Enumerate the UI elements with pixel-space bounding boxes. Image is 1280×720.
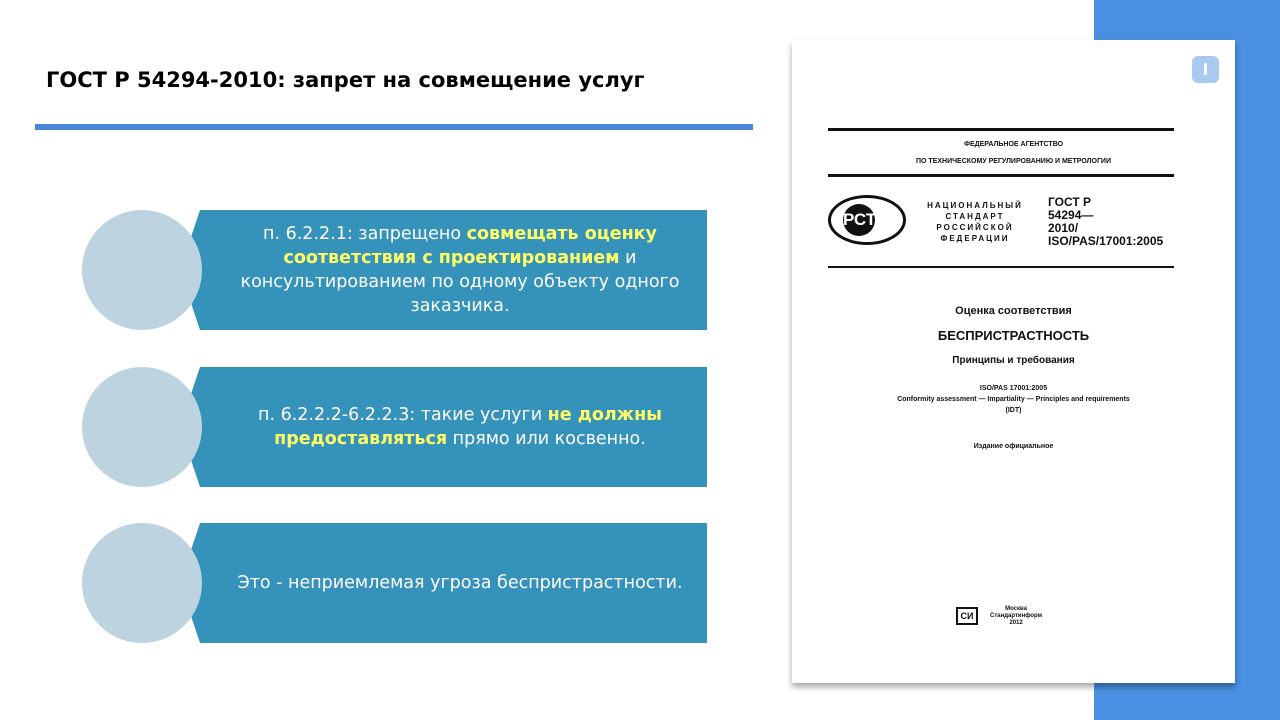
point-circle-3	[82, 523, 202, 643]
title-underline	[35, 124, 753, 130]
point-text-3: Это - неприемлемая угроза беспристрастности.	[237, 573, 683, 593]
point-text-1: п. 6.2.2.1: запрещено совмещать оценку соответствия с проектированием и консультированием по одному объекту одного заказчика.	[240, 224, 680, 316]
doc-publisher: Москва Стандартинформ 2012	[990, 606, 1043, 626]
point-highlight-2: не должны предоставляться	[274, 405, 662, 449]
publisher-logo-icon: СИ	[956, 607, 978, 625]
doc-iso-ref: ISO/PAS 17001:2005	[979, 385, 1048, 392]
doc-rule-mid	[828, 174, 1174, 177]
doc-title-2: БЕСПРИСТРАСТНОСТЬ	[937, 328, 1090, 343]
doc-idt: (IDT)	[1005, 407, 1022, 414]
doc-edition: Издание официальное	[973, 443, 1054, 450]
point-circle-1	[82, 210, 202, 330]
doc-gost-code: ГОСТ Р 54294— 2010/ ISO/PAS/17001:2005	[1048, 195, 1164, 248]
doc-title-1: Оценка соответствия	[955, 305, 1072, 317]
doc-en-title: Conformity assessment — Impartiality — Principles and requirements	[897, 396, 1130, 403]
doc-agency-line2: ПО ТЕХНИЧЕСКОМУ РЕГУЛИРОВАНИЮ И МЕТРОЛОГИИ	[916, 158, 1111, 165]
doc-rule-bottom	[828, 266, 1174, 268]
rst-logo-icon: РСТ	[828, 195, 906, 245]
doc-rule-top	[828, 128, 1174, 131]
app-badge-icon[interactable]: l	[1192, 56, 1219, 83]
doc-agency-line1: ФЕДЕРАЛЬНОЕ АГЕНТСТВО	[963, 141, 1064, 148]
slide-title: ГОСТ Р 54294-2010: запрет на совмещение услуг	[46, 68, 645, 92]
gost-document-cover	[792, 40, 1235, 683]
doc-national-standard: НАЦИОНАЛЬНЫЙ СТАНДАРТ РОССИЙСКОЙ ФЕДЕРАЦИИ	[927, 201, 1023, 243]
point-text-2: п. 6.2.2.2-6.2.2.3: такие услуги не должны предоставляться прямо или косвенно.	[258, 405, 662, 449]
point-circle-2	[82, 367, 202, 487]
doc-title-3: Принципы и требования	[952, 355, 1075, 366]
point-highlight-1: совмещать оценку соответствия с проектированием	[283, 224, 657, 268]
